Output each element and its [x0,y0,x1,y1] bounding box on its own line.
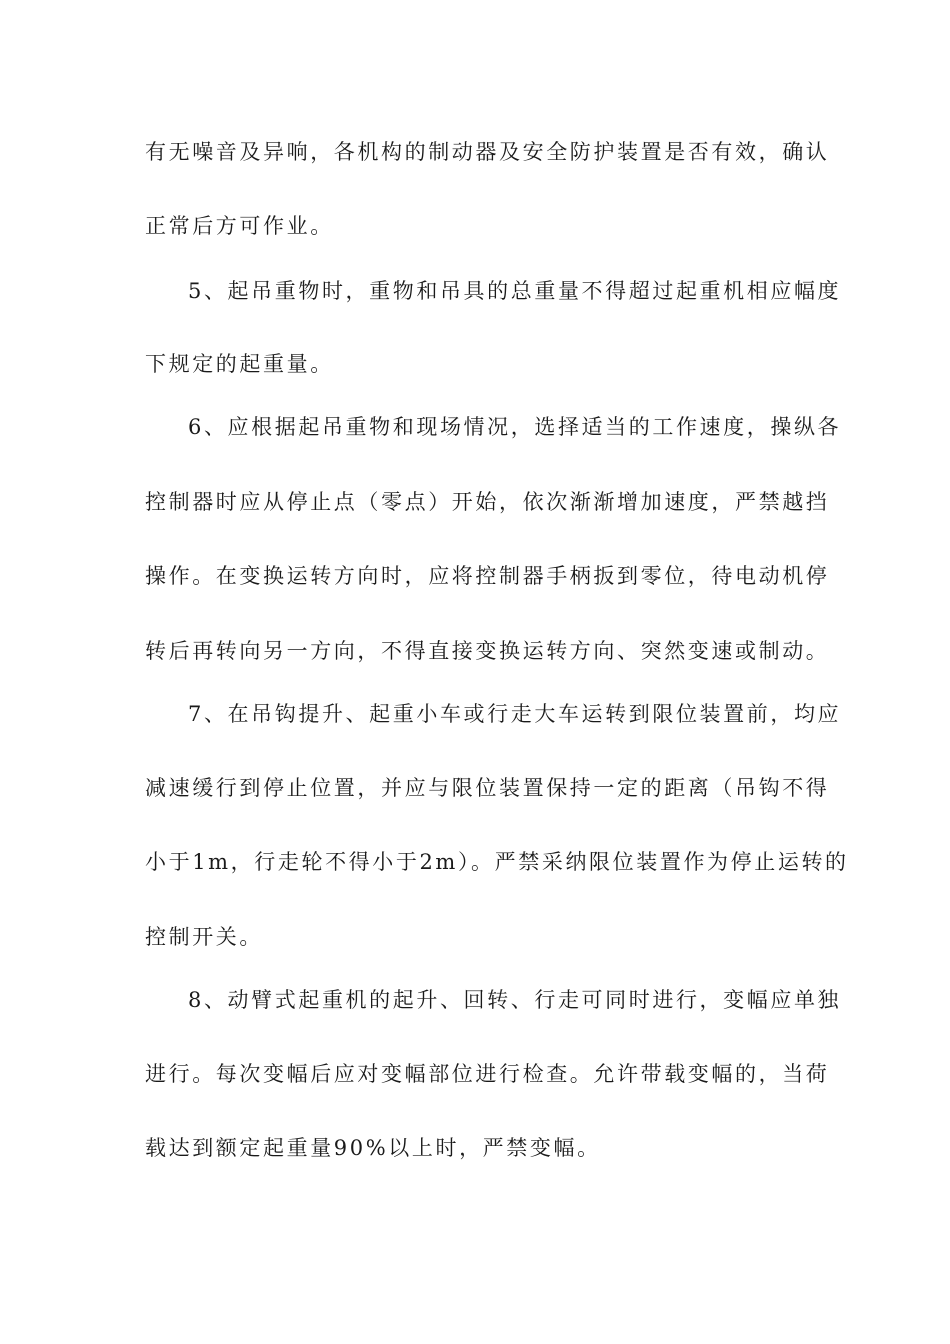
text-line-2: 正常后方可作业。 [145,214,334,238]
paragraph-5-line-2: 下规定的起重量。 [145,352,334,376]
paragraph-7-line-1: 7、在吊钩提升、起重小车或行走大车运转到限位装置前，均应 [188,702,842,726]
text-line-1: 有无噪音及异响，各机构的制动器及安全防护装置是否有效，确认 [145,140,830,164]
paragraph-6-line-4: 转后再转向另一方向，不得直接变换运转方向、突然变速或制动。 [145,639,830,663]
paragraph-8-line-2: 进行。每次变幅后应对变幅部位进行检查。允许带载变幅的，当荷 [145,1062,830,1086]
paragraph-6-line-2: 控制器时应从停止点（零点）开始，依次渐渐增加速度，严禁越挡 [145,490,830,514]
paragraph-8-line-3: 载达到额定起重量90%以上时，严禁变幅。 [145,1136,601,1160]
paragraph-6-line-1: 6、应根据起吊重物和现场情况，选择适当的工作速度，操纵各 [188,415,842,439]
paragraph-7-line-4: 控制开关。 [145,925,263,949]
paragraph-5-line-1: 5、起吊重物时，重物和吊具的总重量不得超过起重机相应幅度 [188,279,842,303]
paragraph-7-line-3: 小于1m，行走轮不得小于2m）。严禁采纳限位装置作为停止运转的 [145,850,849,874]
paragraph-6-line-3: 操作。在变换运转方向时，应将控制器手柄扳到零位，待电动机停 [145,564,830,588]
paragraph-8-line-1: 8、动臂式起重机的起升、回转、行走可同时进行，变幅应单独 [188,988,842,1012]
paragraph-7-line-2: 减速缓行到停止位置，并应与限位装置保持一定的距离（吊钩不得 [145,776,830,800]
